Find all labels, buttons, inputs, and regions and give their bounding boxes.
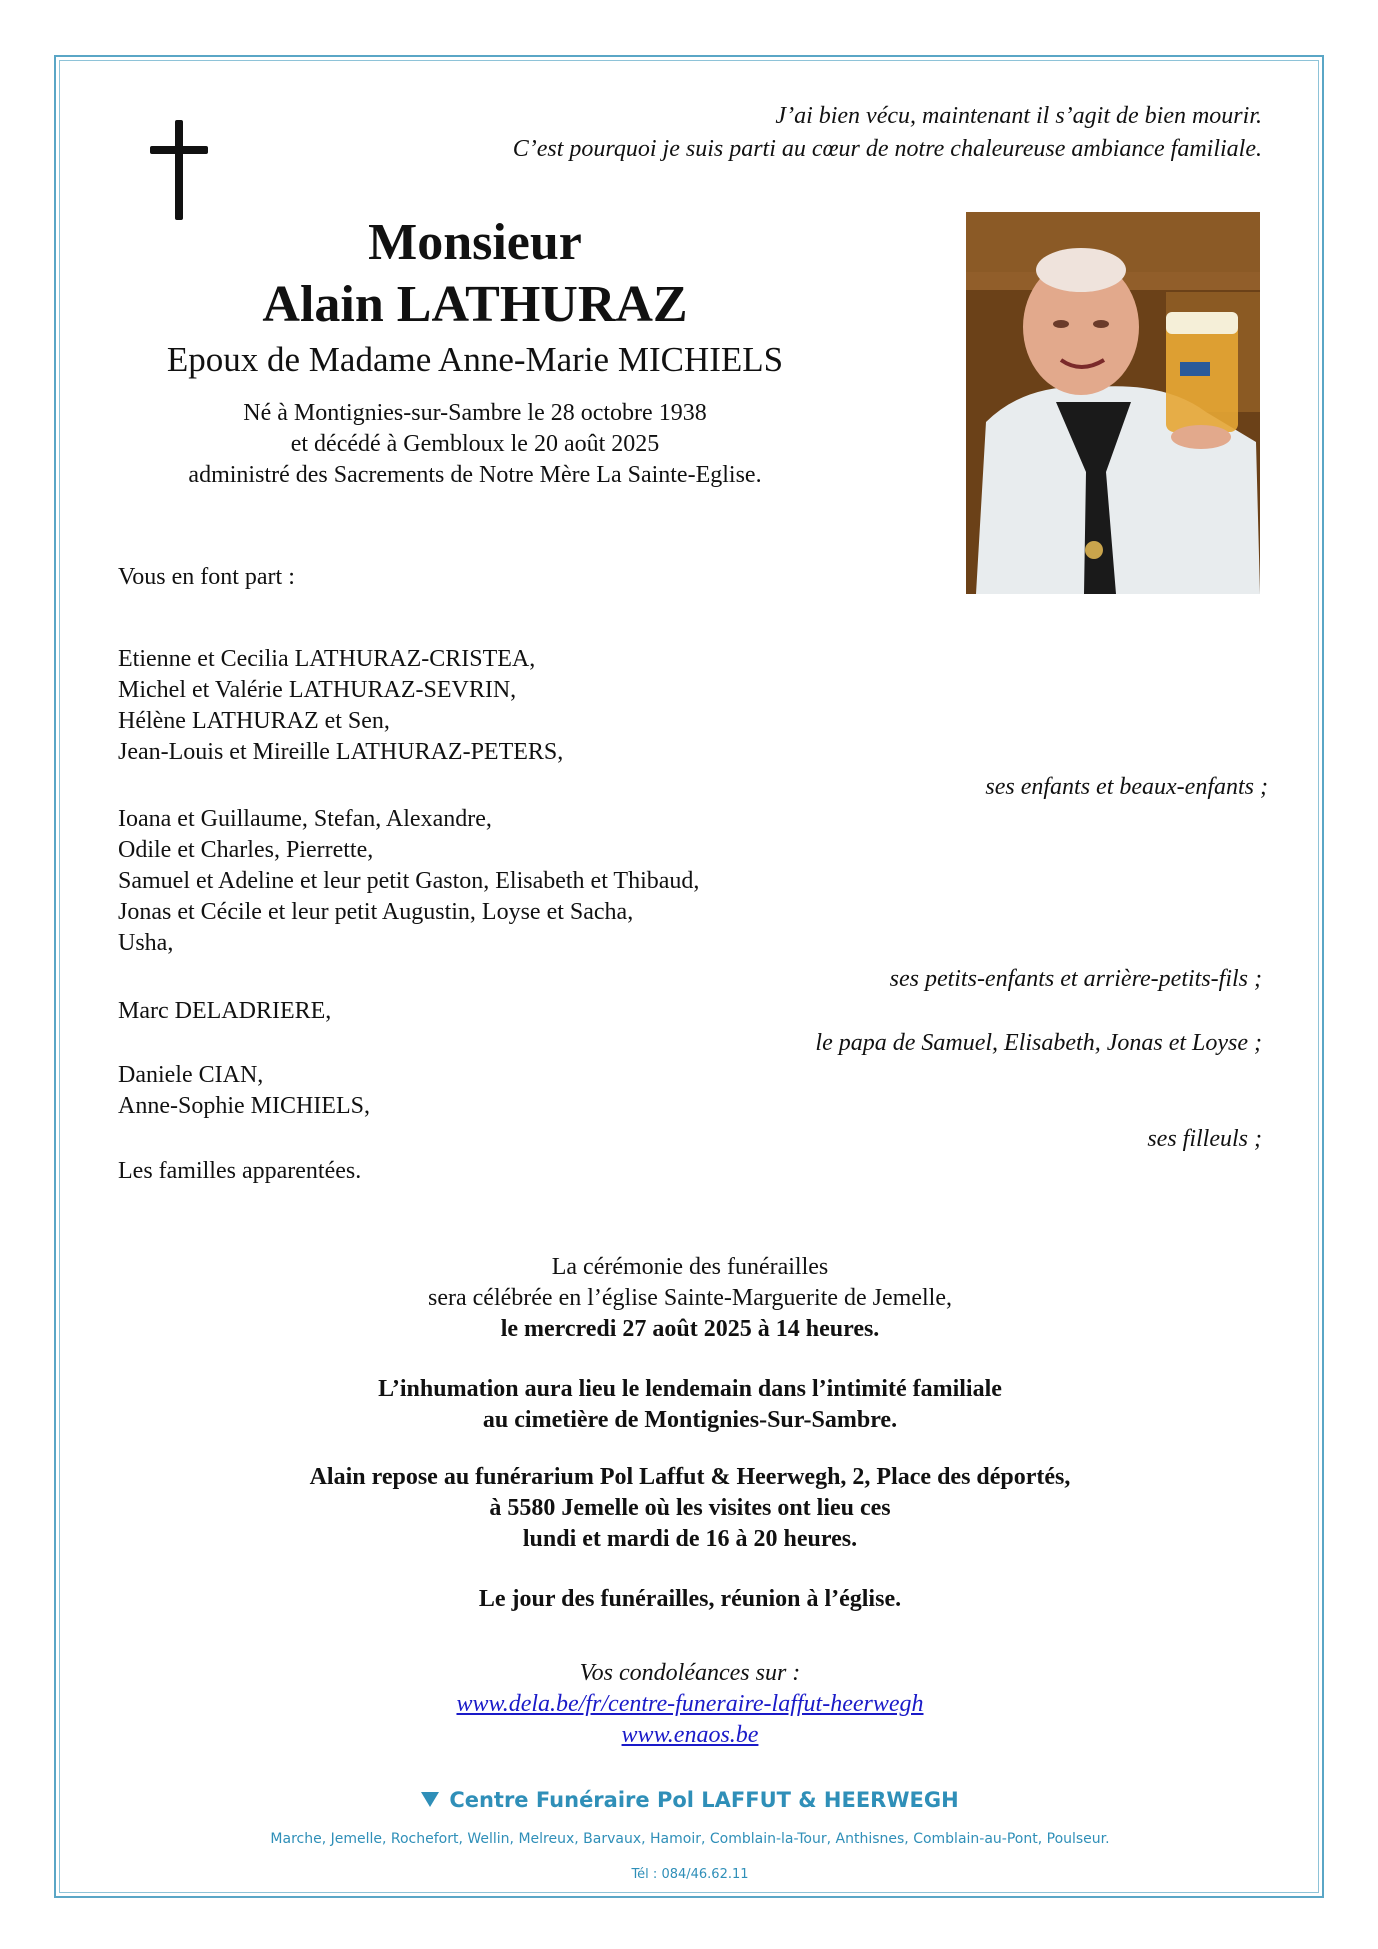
deceased-title <box>150 212 800 336</box>
footer-towns: Marche, Jemelle, Rochefort, Wellin, Melreux, Barvaux, Hamoir, Comblain-la-Tour, Anthisnes, Comblain-au-Pont, Poulseur. <box>270 1831 1110 1847</box>
ceremony-line-1: La cérémonie des funérailles <box>551 1254 829 1280</box>
visitation-line-1: Alain repose au funérarium Pol Laffut & Heerwegh, 2, Place des déportés, <box>309 1464 1071 1490</box>
burial-line-2: au cimetière de Montignies-Sur-Sambre. <box>482 1407 898 1433</box>
latin-cross-icon <box>150 120 208 220</box>
list-item: Michel et Valérie LATHURAZ-SEVRIN, <box>118 677 517 703</box>
godchildren-role: ses filleuls ; <box>1147 1126 1262 1152</box>
death-line: et décédé à Gembloux le 20 août 2025 <box>290 431 660 457</box>
grandchildren-list <box>118 804 699 959</box>
ceremony-line-2: sera célébrée en l’église Sainte-Marguerite de Jemelle, <box>428 1285 952 1311</box>
condolences-label: Vos condoléances sur : <box>579 1660 801 1686</box>
honorific: Monsieur <box>368 214 582 271</box>
children-role: ses enfants et beaux-enfants ; <box>985 774 1268 800</box>
birth-line: Né à Montignies-sur-Sambre le 28 octobre 1938 <box>243 400 707 426</box>
father-line: Marc DELADRIERE, <box>118 998 332 1024</box>
footer-company-name: Centre Funéraire Pol LAFFUT & HEERWEGH <box>449 1788 959 1812</box>
list-item: Ioana et Guillaume, Stefan, Alexandre, <box>118 806 492 832</box>
ceremony-block <box>150 1252 1230 1345</box>
spouse-line: Epoux de Madame Anne-Marie MICHIELS <box>166 340 784 379</box>
list-item: Jonas et Cécile et leur petit Augustin, Loyse et Sacha, <box>118 899 634 925</box>
list-item: Hélène LATHURAZ et Sen, <box>118 708 390 734</box>
burial-block <box>150 1374 1230 1436</box>
ceremony-date: le mercredi 27 août 2025 à 14 heures. <box>500 1316 880 1342</box>
list-item: Odile et Charles, Pierrette, <box>118 837 374 863</box>
list-item: Etienne et Cecilia LATHURAZ-CRISTEA, <box>118 646 536 672</box>
vitals <box>150 398 800 491</box>
list-item: Jean-Louis et Mireille LATHURAZ-PETERS, <box>118 739 564 765</box>
list-item: Anne-Sophie MICHIELS, <box>118 1093 370 1119</box>
burial-line-1: L’inhumation aura lieu le lendemain dans l’intimité familiale <box>378 1376 1002 1402</box>
footer-company <box>150 1788 1230 1812</box>
list-item: Usha, <box>118 930 174 956</box>
triangle-down-icon <box>421 1792 439 1807</box>
intro-text: Vous en font part : <box>118 564 295 590</box>
meeting-line: Le jour des funérailles, réunion à l’église. <box>478 1586 902 1612</box>
sacraments-line: administré des Sacrements de Notre Mère La Sainte-Eglise. <box>188 462 762 488</box>
list-item: Samuel et Adeline et leur petit Gaston, Elisabeth et Thibaud, <box>118 868 700 894</box>
condolences-link-dela[interactable]: www.dela.be/fr/centre-funeraire-laffut-heerwegh <box>456 1691 924 1717</box>
godchildren-list <box>118 1060 370 1122</box>
list-item: Daniele CIAN, <box>118 1062 264 1088</box>
father-role: le papa de Samuel, Elisabeth, Jonas et Loyse ; <box>815 1030 1262 1056</box>
epigraph-line-2: C’est pourquoi je suis parti au cœur de notre chaleureuse ambiance familiale. <box>512 136 1262 162</box>
condolences-block <box>150 1658 1230 1751</box>
footer-phone: Tél : 084/46.62.11 <box>631 1867 749 1882</box>
children-list <box>118 644 563 768</box>
deceased-name: Alain LATHURAZ <box>262 276 688 333</box>
epigraph <box>513 100 1262 166</box>
visitation-line-2: à 5580 Jemelle où les visites ont lieu ces <box>489 1495 891 1521</box>
grandchildren-role: ses petits-enfants et arrière-petits-fils ; <box>889 966 1262 992</box>
epigraph-line-1: J’ai bien vécu, maintenant il s’agit de bien mourir. <box>775 103 1262 129</box>
relatives-line: Les familles apparentées. <box>118 1158 362 1184</box>
visitation-block <box>150 1462 1230 1555</box>
visitation-line-3: lundi et mardi de 16 à 20 heures. <box>522 1526 858 1552</box>
condolences-link-enaos[interactable]: www.enaos.be <box>621 1722 759 1748</box>
portrait-photo <box>966 212 1260 594</box>
